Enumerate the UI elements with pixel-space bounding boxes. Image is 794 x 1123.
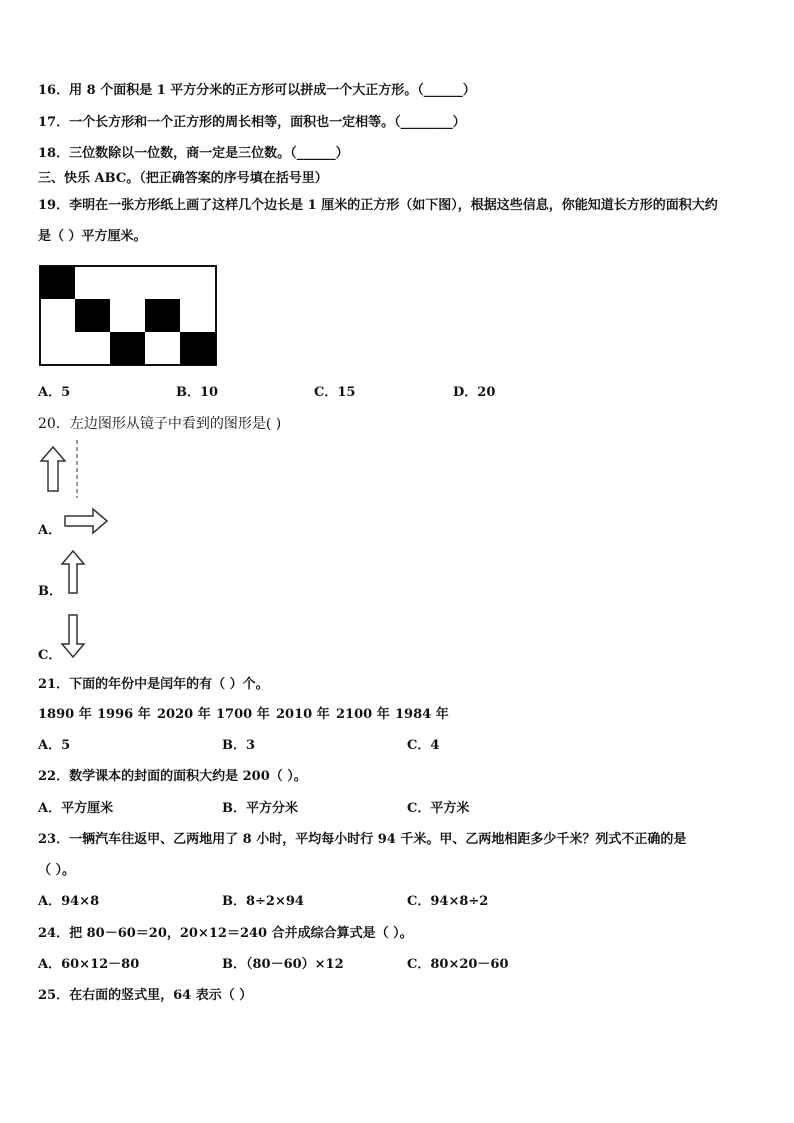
black-square <box>145 299 180 332</box>
question-21: 21．下面的年份中是闰年的有（ ）个。 <box>38 677 269 692</box>
q19-option-d[interactable]: D．20 <box>453 385 496 400</box>
question-24: 24．把 80－60＝20，20×12＝240 合并成综合算式是（ ）。 <box>38 926 413 941</box>
year-item: 1890 年 <box>38 707 92 722</box>
q23-option-a[interactable]: A．94×8 <box>38 894 100 909</box>
q21-option-b[interactable]: B．3 <box>222 738 256 753</box>
year-item: 2020 年 <box>157 707 211 722</box>
section-heading: 三、快乐 ABC。（把正确答案的序号填在括号里） <box>38 171 328 186</box>
q22-option-c[interactable]: C．平方米 <box>407 801 470 816</box>
q21-option-a[interactable]: A．5 <box>38 738 71 753</box>
grid-figure <box>39 265 219 367</box>
black-square <box>180 332 216 365</box>
black-square <box>75 299 110 332</box>
question-19-line2: 是（ ）平方厘米。 <box>38 229 147 244</box>
q24-option-b[interactable]: B．（80－60）×12 <box>222 957 344 972</box>
question-17: 17．一个长方形和一个正方形的周长相等，面积也一定相等。（________） <box>38 115 466 130</box>
question-16: 16．用 8 个面积是 1 平方分米的正方形可以拼成一个大正方形。（______） <box>38 83 476 98</box>
year-item: 2100 年 <box>336 707 390 722</box>
question-23-line2: （ ）。 <box>38 863 76 878</box>
black-square <box>110 332 145 365</box>
question-20: 20．左边图形从镜子中看到的图形是( ) <box>38 416 282 432</box>
q22-option-a[interactable]: A．平方厘米 <box>38 801 114 816</box>
q24-option-c[interactable]: C．80×20－60 <box>407 957 509 972</box>
right-arrow-icon[interactable] <box>64 508 108 534</box>
question-19-line1: 19．李明在一张方形纸上画了这样几个边长是 1 厘米的正方形（如下图），根据这些信息，你能知道长方形的面积大约 <box>38 198 718 213</box>
mirror-line <box>75 440 79 498</box>
q23-option-b[interactable]: B．8÷2×94 <box>222 894 304 909</box>
question-22: 22．数学课本的封面的面积大约是 200（ ）。 <box>38 769 307 784</box>
q19-option-b[interactable]: B．10 <box>176 385 219 400</box>
q20-option-c-label[interactable]: C． <box>38 648 62 663</box>
q24-option-a[interactable]: A．60×12－80 <box>38 957 140 972</box>
question-18: 18．三位数除以一位数，商一定是三位数。（______） <box>38 146 349 161</box>
q19-option-c[interactable]: C．15 <box>314 385 356 400</box>
black-square <box>40 266 75 299</box>
q23-option-c[interactable]: C．94×8÷2 <box>407 894 489 909</box>
year-item: 1700 年 <box>216 707 270 722</box>
down-arrow-icon[interactable] <box>61 614 85 658</box>
up-arrow-icon[interactable] <box>61 550 85 594</box>
up-arrow-icon <box>40 446 66 492</box>
q19-option-a[interactable]: A．5 <box>38 385 71 400</box>
year-item: 1984 年 <box>395 707 449 722</box>
year-item: 2010 年 <box>276 707 330 722</box>
q22-option-b[interactable]: B．平方分米 <box>222 801 298 816</box>
q20-option-b-label[interactable]: B． <box>38 584 62 599</box>
q20-option-a-label[interactable]: A． <box>38 523 62 538</box>
question-25: 25．在右面的竖式里，64 表示（ ） <box>38 988 253 1003</box>
year-item: 1996 年 <box>97 707 151 722</box>
question-23-line1: 23．一辆汽车往返甲、乙两地用了 8 小时，平均每小时行 94 千米。甲、乙两地相距多少千米？列式不正确的是 <box>38 832 687 847</box>
q21-option-c[interactable]: C．4 <box>407 738 440 753</box>
